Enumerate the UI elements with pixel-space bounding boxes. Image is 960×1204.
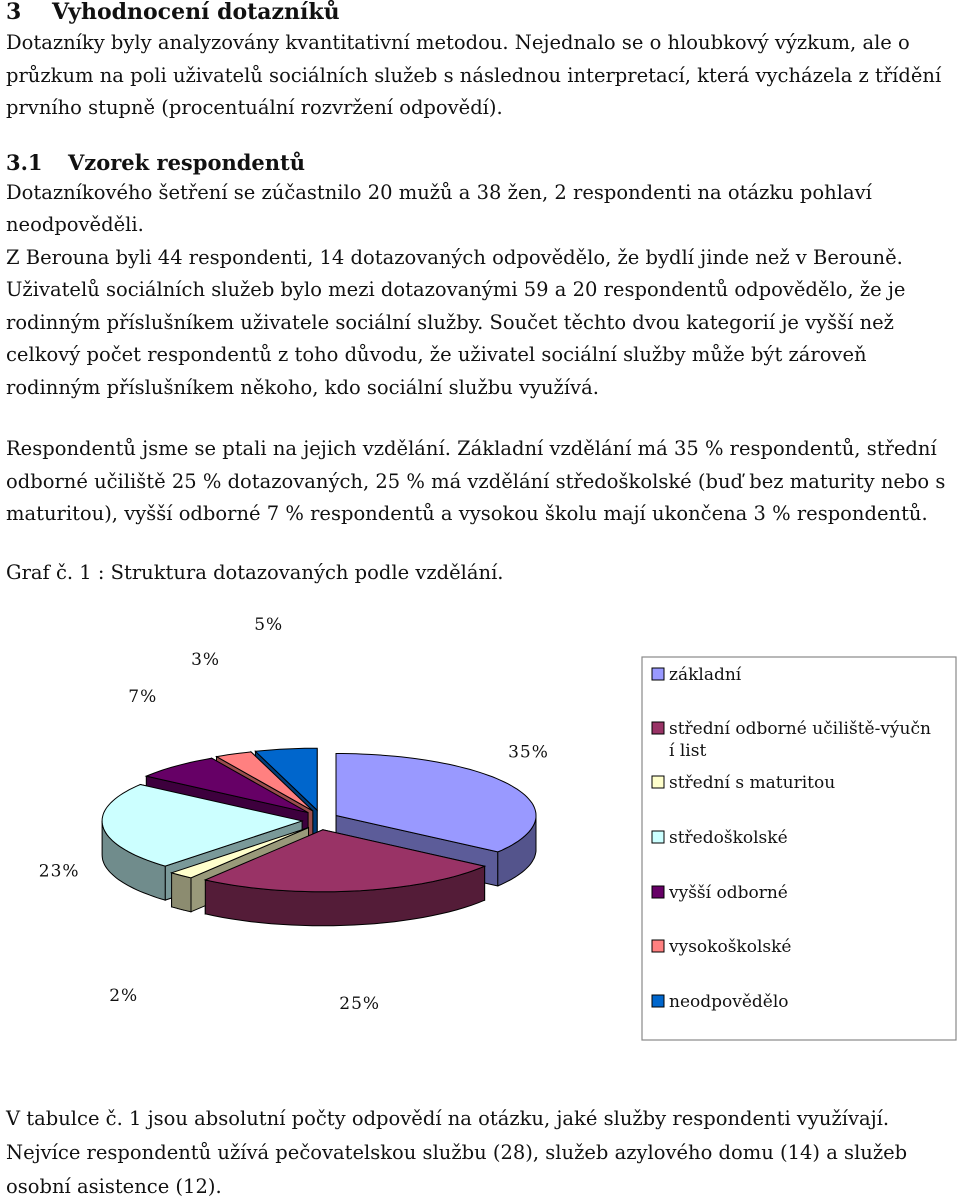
legend-label-stredni-odborne-uciliste-vyucni-list: střední odborné učiliště-výučn í list: [669, 719, 931, 761]
data-label-vyssi-odborne: 7%: [128, 687, 158, 708]
data-label-stredni-s-maturitou: 2%: [109, 986, 139, 1007]
pie-group: [102, 748, 536, 926]
subsection-title: Vzorek respondentů: [68, 149, 305, 175]
section-number: 3: [6, 0, 22, 25]
sample-gender-paragraph: Dotazníkového šetření se zúčastnilo 20 mužů a 38 žen, 2 respondenti na otázku pohlaví neodpověděli.: [6, 180, 872, 236]
section-intro-paragraph: Dotazníky byly analyzovány kvantitativní metodou. Nejednalo se o hloubkový výzkum, ale o průzkum na poli uživatelů sociálních služeb s následnou interpretací, která vycházela z třídění prvního stupně (procentuální rozvržení odpovědí).: [6, 31, 942, 119]
sample-residence-paragraph: Z Berouna byli 44 respondenti, 14 dotazovaných odpovědělo, že bydlí jinde než v Berouně.: [6, 245, 903, 269]
legend-swatch-neodpovedelo: [652, 995, 664, 1007]
legend-label-stredni-s-maturitou: střední s maturitou: [669, 773, 836, 793]
data-label-vysokoskolske: 3%: [191, 650, 221, 670]
legend-label-vyssi-odborne: vyšší odborné: [669, 883, 788, 903]
legend-label-zakladni: základní: [669, 665, 742, 685]
section-title: Vyhodnocení dotazníků: [52, 0, 340, 25]
legend-label-stredoskolske: středoškolské: [669, 828, 788, 848]
legend-swatch-vyssi-odborne: [652, 886, 664, 898]
data-label-stredoskolske: 23%: [38, 861, 80, 882]
section-heading: [6, 0, 956, 24]
subsection-number: 3.1: [6, 149, 43, 175]
legend-label-neodpovedelo: neodpovědělo: [669, 992, 789, 1012]
pie-side-stredni-s-maturitou: [172, 873, 191, 912]
legend-swatch-vysokoskolske: [652, 940, 664, 952]
legend-label-vysokoskolske: vysokoškolské: [669, 937, 792, 957]
graph-caption: Graf č. 1 : Struktura dotazovaných podle vzdělání.: [6, 560, 504, 584]
chart-legend: [642, 657, 956, 1040]
data-label-zakladni: 35%: [508, 742, 549, 763]
legend-swatch-stredoskolske: [652, 831, 664, 843]
closing-section: [6, 1102, 956, 1204]
education-paragraph: Respondentů jsme se ptali na jejich vzdělání. Základní vzdělání má 35 % respondentů, střední odborné učiliště 25 % dotazovaných, 25 % má vzdělání středoškolské (buď bez maturity nebo s maturitou), vyšší odborné 7 % respondentů a vysokou školu mají ukončena 3 % respondentů.: [6, 437, 946, 525]
legend-swatch-zakladni: [652, 668, 664, 680]
legend-swatch-stredni-s-maturitou: [652, 776, 664, 788]
subsection-heading: [6, 149, 956, 177]
sample-users-paragraph: Uživatelů sociálních služeb bylo mezi dotazovanými 59 a 20 respondentů odpovědělo, že je rodinným příslušníkem uživatele sociální služby. Součet těchto dvou kategorií je vyšší než celkový počet respondentů z toho důvodu, že uživatel sociální služby může být zároveň rodinným příslušníkem někoho, kdo sociální službu využívá.: [6, 278, 906, 399]
legend-box: [642, 657, 956, 1040]
data-label-neodpovedelo: 5%: [254, 614, 284, 635]
data-label-stredni-odborne-uciliste-vyucni-list: 25%: [339, 994, 381, 1015]
legend-swatch-stredni-odborne-uciliste-vyucni-list: [652, 722, 664, 734]
education-pie-chart: [0, 614, 960, 1060]
document-page: [6, 0, 956, 589]
closing-paragraph: V tabulce č. 1 jsou absolutní počty odpovědí na otázku, jaké služby respondenti využívají. Nejvíce respondentů užívá pečovatelskou službu (28), služeb azylového domu (14) a služeb osobní asistence (12).: [6, 1107, 908, 1198]
